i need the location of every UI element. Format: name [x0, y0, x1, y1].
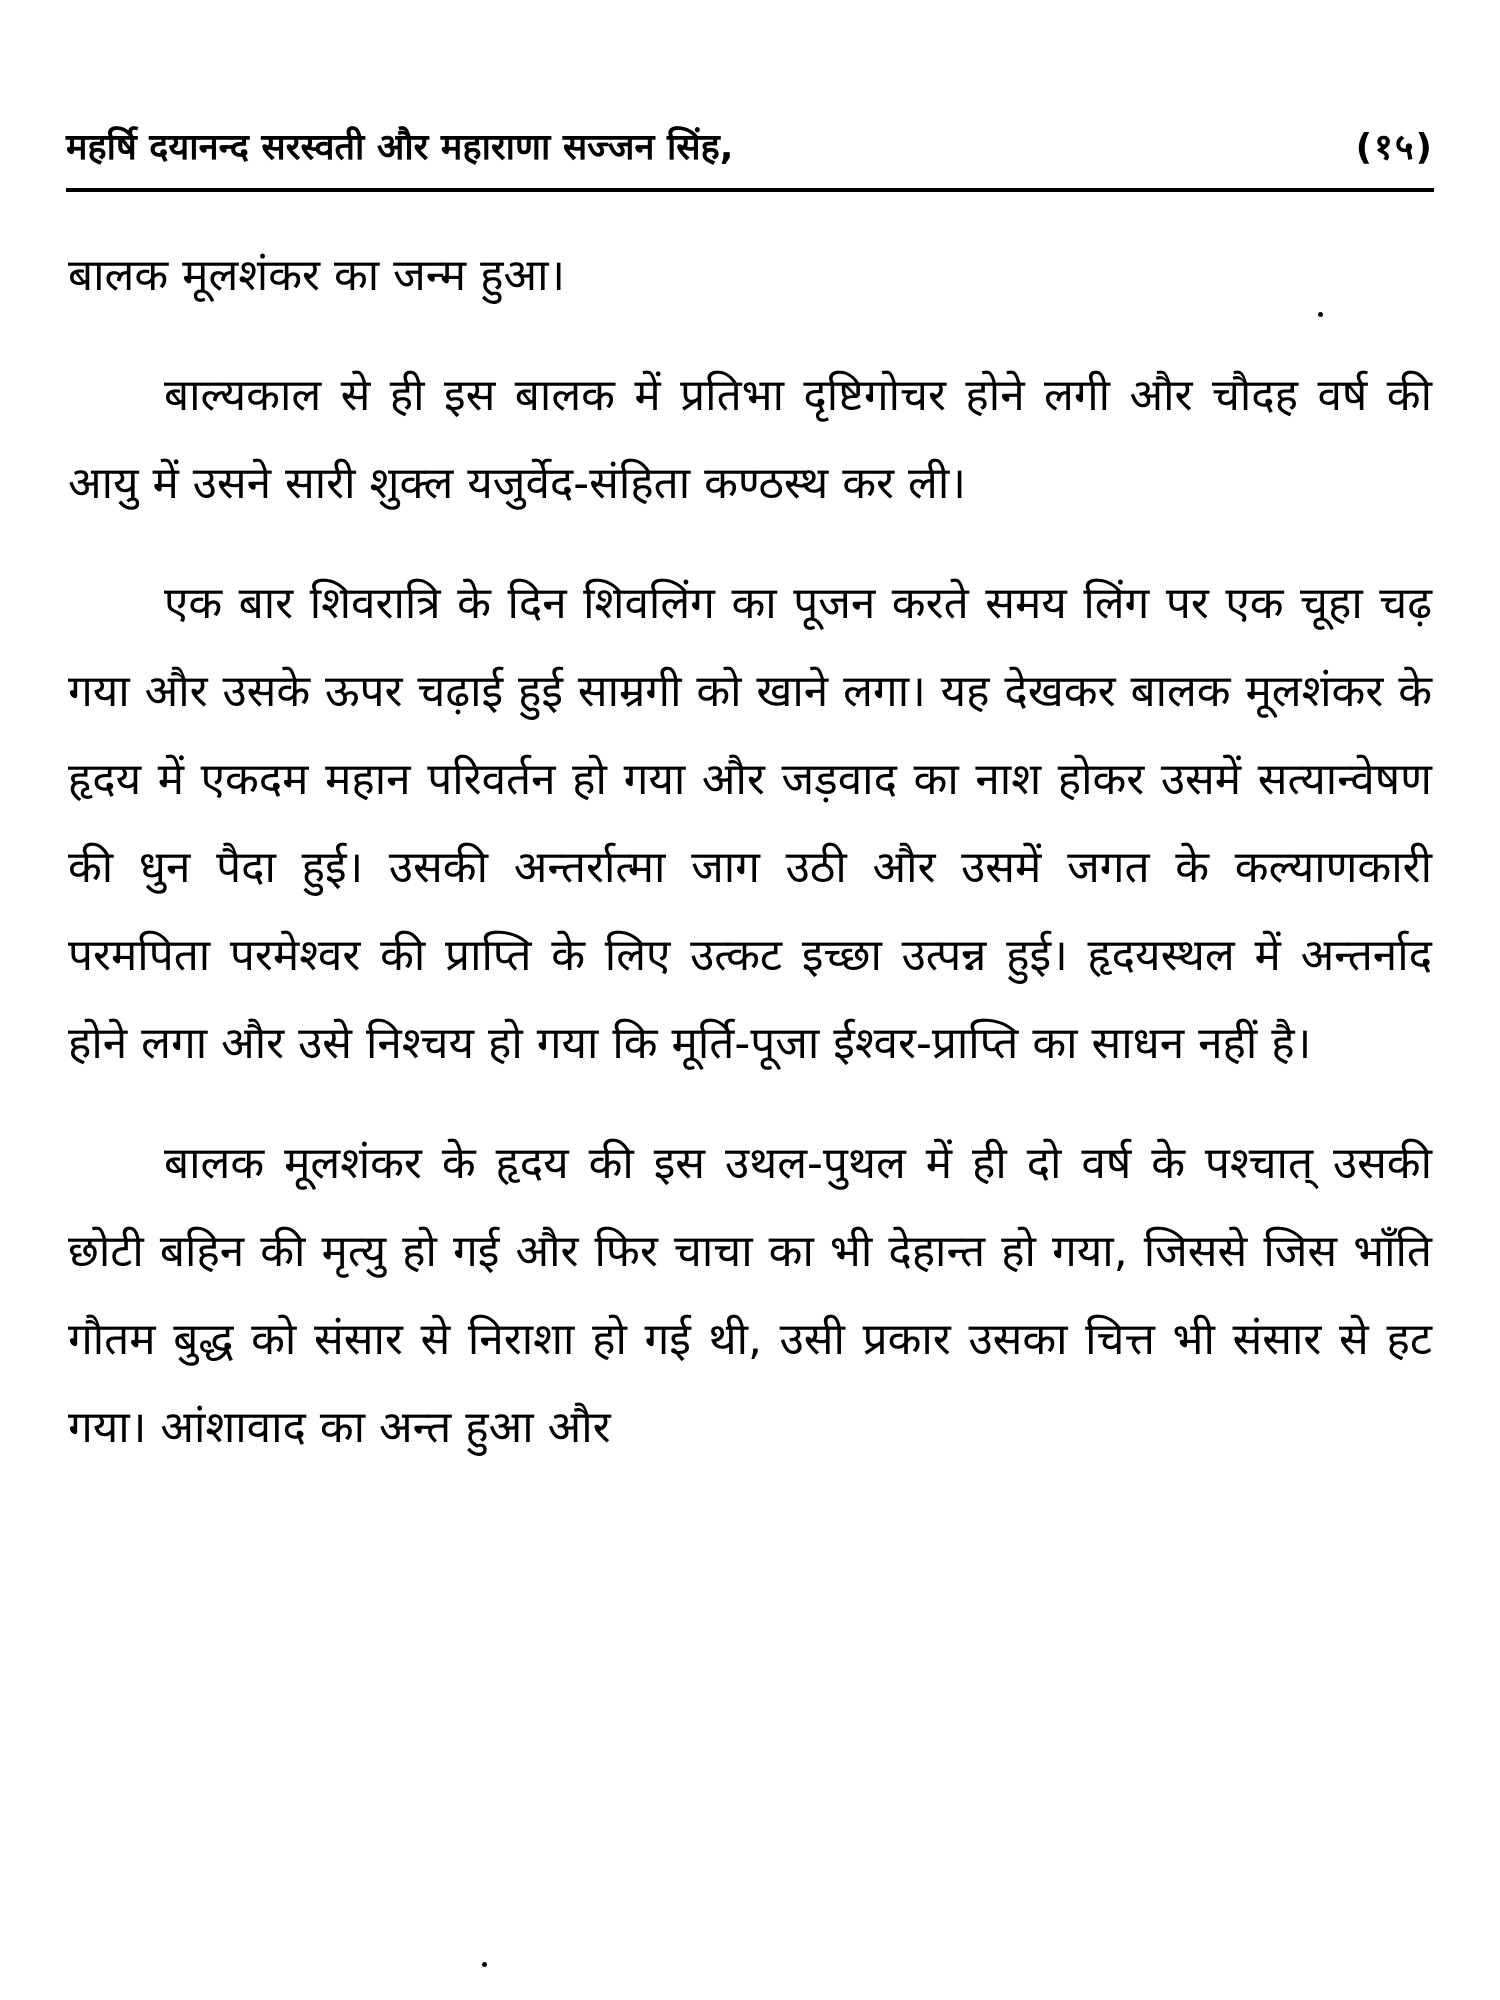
header-rule	[66, 188, 1434, 192]
page-number: (१५)	[1355, 127, 1434, 168]
running-head	[66, 118, 1434, 178]
paragraph-2: बाल्यकाल से ही इस बालक में प्रतिभा दृष्टिगोचर होने लगी और चौदह वर्ष की आयु में उसने सारी शुक्ल यजुर्वेद-संहिता कण्ठस्थ कर ली।	[68, 370, 1432, 509]
body-text	[68, 232, 1432, 1472]
scan-speck	[1318, 312, 1323, 317]
paragraph-1: बालक मूलशंकर का जन्म हुआ।	[68, 250, 566, 301]
paragraph-3: एक बार शिवरात्रि के दिन शिवलिंग का पूजन करते समय लिंग पर एक चूहा चढ़ गया और उसके ऊपर चढ़ाई हुई साम्रगी को खाने लगा। यह देखकर बालक मूलशंकर के हृदय में एकदम महान परिवर्तन हो गया और जड़वाद का नाश होकर उसमें सत्यान्वेषण की धुन पैदा हुई। उसकी अन्तर्रात्मा जाग उठी और उसमें जगत के कल्याणकारी परमपिता परमेश्वर की प्राप्ति के लिए उत्कट इच्छा उत्पन्न हुई। हृदयस्थल में अन्तर्नाद होने लगा और उसे निश्चय हो गया कि मूर्ति-पूजा ईश्वर-प्राप्ति का साधन नहीं है।	[68, 578, 1432, 1069]
scan-speck	[482, 1962, 487, 1967]
running-head-title: महर्षि दयानन्द सरस्वती और महाराणा सज्जन सिंह,	[66, 127, 734, 168]
paragraph-4: बालक मूलशंकर के हृदय की इस उथल-पुथल में ही दो वर्ष के पश्चात् उसकी छोटी बहिन की मृत्यु हो गई और फिर चाचा का भी देहान्त हो गया, जिससे जिस भाँति गौतम बुद्ध को संसार से निराशा हो गई थी, उसी प्रकार उसका चित्त भी संसार से हट गया। आंशावाद का अन्त हुआ और	[68, 1138, 1432, 1453]
